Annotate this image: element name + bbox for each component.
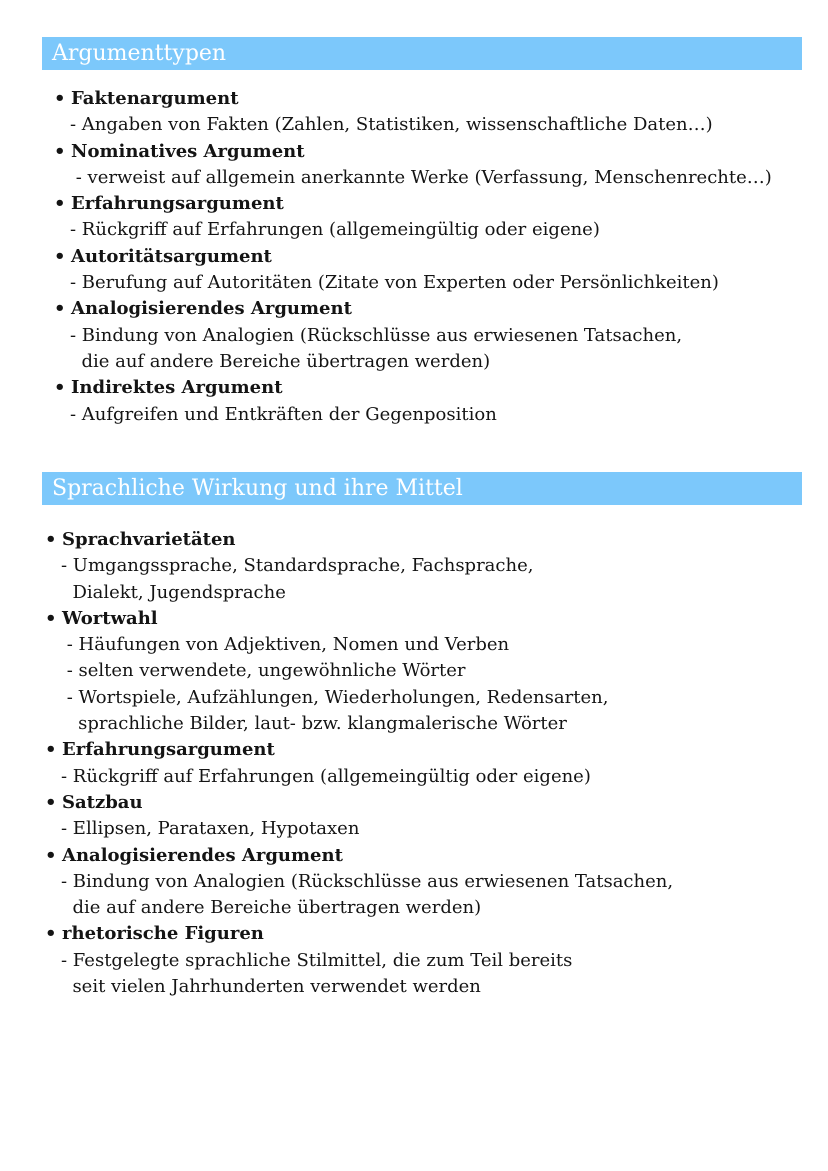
bullet-icon: • <box>54 193 66 215</box>
bullet-icon: • <box>45 529 57 550</box>
item-description: - Aufgreifen und Entkräften der Gegenposition <box>70 403 497 425</box>
item-description: seit vielen Jahrhunderten verwendet werden <box>61 976 481 998</box>
item-title: Indirektes Argument <box>71 377 283 399</box>
argument-types-list <box>54 86 772 428</box>
list-item <box>54 139 772 192</box>
list-item <box>54 375 772 428</box>
bullet-icon: • <box>45 739 57 761</box>
list-item <box>54 244 772 297</box>
item-title: Sprachvarietäten <box>62 529 236 550</box>
item-title: Erfahrungsargument <box>62 739 275 761</box>
item-description: - Bindung von Analogien (Rückschlüsse aus erwiesenen Tatsachen, <box>61 870 674 892</box>
item-description: die auf andere Bereiche übertragen werden) <box>61 897 482 919</box>
bullet-icon: • <box>54 245 66 267</box>
item-description: - Wortspiele, Aufzählungen, Wiederholungen, Redensarten, <box>61 686 609 708</box>
item-title: Autoritätsargument <box>71 245 272 267</box>
item-title: Satzbau <box>62 791 143 813</box>
item-description: - Ellipsen, Parataxen, Hypotaxen <box>61 818 360 840</box>
bullet-icon: • <box>45 844 57 866</box>
item-description: - Festgelegte sprachliche Stilmittel, die zum Teil bereits <box>61 949 573 971</box>
bullet-icon: • <box>54 377 66 399</box>
list-item <box>45 843 673 922</box>
section-header-argumenttypen: Argumenttypen <box>42 37 802 70</box>
item-description: - Häufungen von Adjektiven, Nomen und Verben <box>61 634 510 656</box>
bullet-icon: • <box>45 791 57 813</box>
item-description: - verweist auf allgemein anerkannte Werke (Verfassung, Menschenrechte…) <box>70 166 772 188</box>
bullet-icon: • <box>54 140 66 162</box>
item-description: Dialekt, Jugendsprache <box>61 581 286 603</box>
item-title: Erfahrungsargument <box>71 193 284 215</box>
list-item <box>45 737 673 790</box>
item-description: - Umgangssprache, Standardsprache, Fachsprache, <box>61 555 534 577</box>
section-header-sprachliche-wirkung: Sprachliche Wirkung und ihre Mittel <box>42 472 802 505</box>
language-effect-list <box>45 527 673 1000</box>
item-description: - Angaben von Fakten (Zahlen, Statistiken, wissenschaftliche Daten…) <box>70 114 713 136</box>
bullet-icon: • <box>45 923 57 945</box>
item-description: - Bindung von Analogien (Rückschlüsse aus erwiesenen Tatsachen, <box>70 324 683 346</box>
list-item <box>54 86 772 139</box>
bullet-icon: • <box>54 298 66 320</box>
list-item <box>45 921 673 1000</box>
list-item <box>45 790 673 843</box>
item-title: Faktenargument <box>71 88 239 109</box>
item-description: - Rückgriff auf Erfahrungen (allgemeingültig oder eigene) <box>70 219 600 241</box>
list-item <box>45 527 673 606</box>
list-item <box>54 296 772 375</box>
item-title: Analogisierendes Argument <box>71 298 352 320</box>
item-title: Analogisierendes Argument <box>62 844 343 866</box>
item-description: - selten verwendete, ungewöhnliche Wörter <box>61 660 466 682</box>
item-description: - Rückgriff auf Erfahrungen (allgemeingültig oder eigene) <box>61 765 591 787</box>
item-description: sprachliche Bilder, laut- bzw. klangmalerische Wörter <box>61 713 567 735</box>
item-description: - Berufung auf Autoritäten (Zitate von Experten oder Persönlichkeiten) <box>70 272 719 294</box>
bullet-icon: • <box>54 88 66 109</box>
list-item <box>45 606 673 737</box>
bullet-icon: • <box>45 607 57 629</box>
item-title: Nominatives Argument <box>71 140 305 162</box>
item-title: Wortwahl <box>62 607 158 629</box>
item-title: rhetorische Figuren <box>62 923 264 945</box>
list-item <box>54 191 772 244</box>
item-description: die auf andere Bereiche übertragen werden) <box>70 350 491 372</box>
